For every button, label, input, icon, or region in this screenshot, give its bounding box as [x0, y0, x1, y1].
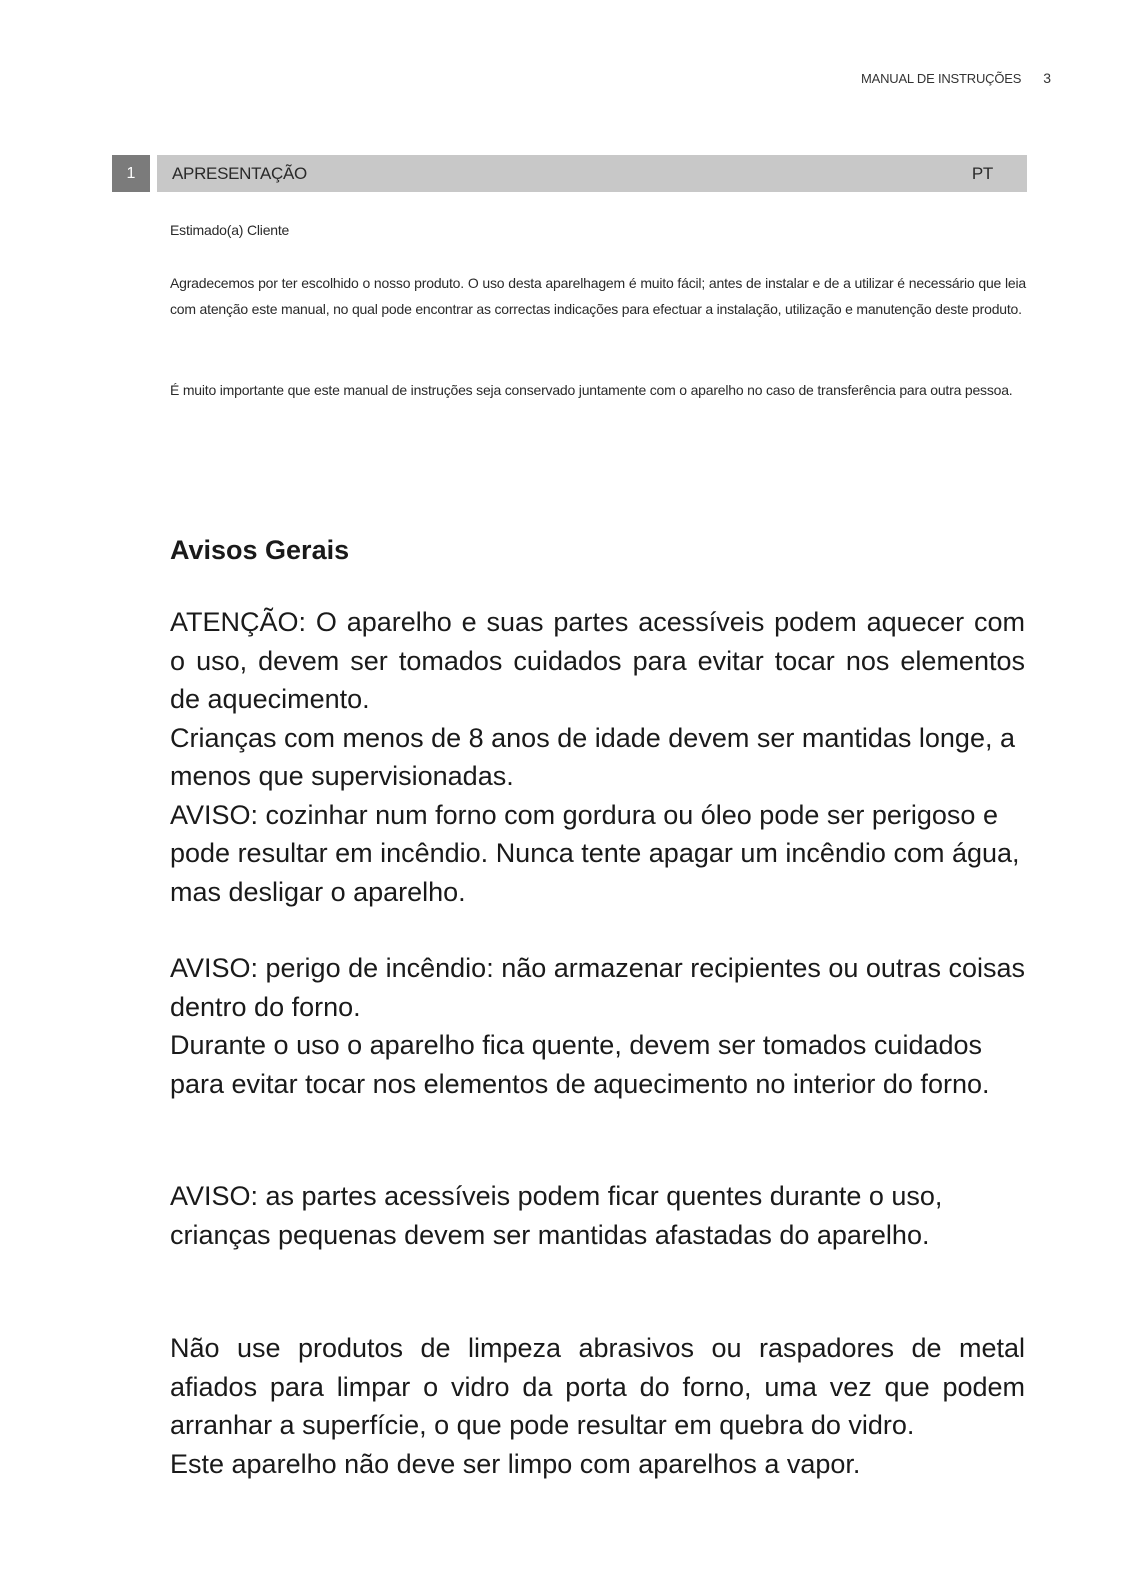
storage-fire-warning: AVISO: perigo de incêndio: não armazenar recipientes ou outras coisas dentro do forno.: [170, 953, 1025, 1022]
warning-block-4: [170, 1329, 1025, 1483]
warning-block-3: [170, 1177, 1025, 1254]
section-number: 1: [112, 155, 150, 192]
running-title: MANUAL DE INSTRUÇÕES: [860, 71, 1022, 86]
warning-block-2: [170, 949, 1025, 1103]
intro-paragraph-2: [170, 377, 1026, 403]
steam-cleaning-warning: Este aparelho não deve ser limpo com aparelhos a vapor.: [170, 1448, 861, 1479]
salutation: [170, 217, 1026, 243]
page-number: 3: [1043, 70, 1051, 86]
oil-fire-warning: AVISO: cozinhar num forno com gordura ou óleo pode ser perigoso e pode resultar em incêndio. Nunca tente apagar um incêndio com água, mas desligar o aparelho.: [170, 799, 1020, 907]
section-header-bar: [157, 155, 1027, 192]
hot-appliance-warning: Durante o uso o aparelho fica quente, devem ser tomados cuidados para evitar tocar nos elementos de aquecimento no interior do forno.: [170, 1030, 990, 1099]
children-warning: Crianças com menos de 8 anos de idade devem ser mantidas longe, a menos que supervisionadas.: [170, 722, 1015, 791]
intro-paragraph-1: [170, 270, 1026, 322]
accessible-parts-warning: AVISO: as partes acessíveis podem ficar quentes durante o uso, crianças pequenas devem ser mantidas afastadas do aparelho.: [170, 1181, 943, 1250]
attention-warning: ATENÇÃO: O aparelho e suas partes acessíveis podem aquecer com o uso, devem ser tomados cuidados para evitar tocar nos elementos de aquecimento.: [170, 607, 1025, 714]
warning-block-1: [170, 603, 1025, 911]
section-language: PT: [971, 163, 993, 183]
running-header: [861, 70, 1051, 86]
intro-paragraph-2-text: É muito importante que este manual de instruções seja conservado juntamente com o aparelho no caso de transferência para outra pessoa.: [170, 382, 1013, 398]
section-title: APRESENTAÇÃO: [172, 163, 307, 183]
cleaning-warning: Não use produtos de limpeza abrasivos ou raspadores de metal afiados para limpar o vidro da porta do forno, uma vez que podem arranhar a superfície, o que pode resultar em quebra do vidro.: [170, 1333, 1025, 1440]
salutation-text: Estimado(a) Cliente: [170, 222, 290, 238]
warnings-heading: Avisos Gerais: [170, 535, 350, 565]
intro-paragraph-1-text: Agradecemos por ter escolhido o nosso produto. O uso desta aparelhagem é muito fácil; antes de instalar e de a utilizar é necessário que leia com atenção este manual, no qual pode encontrar as correctas indicações para efectuar a instalação, utilização e manutenção deste produto.: [170, 275, 1026, 317]
